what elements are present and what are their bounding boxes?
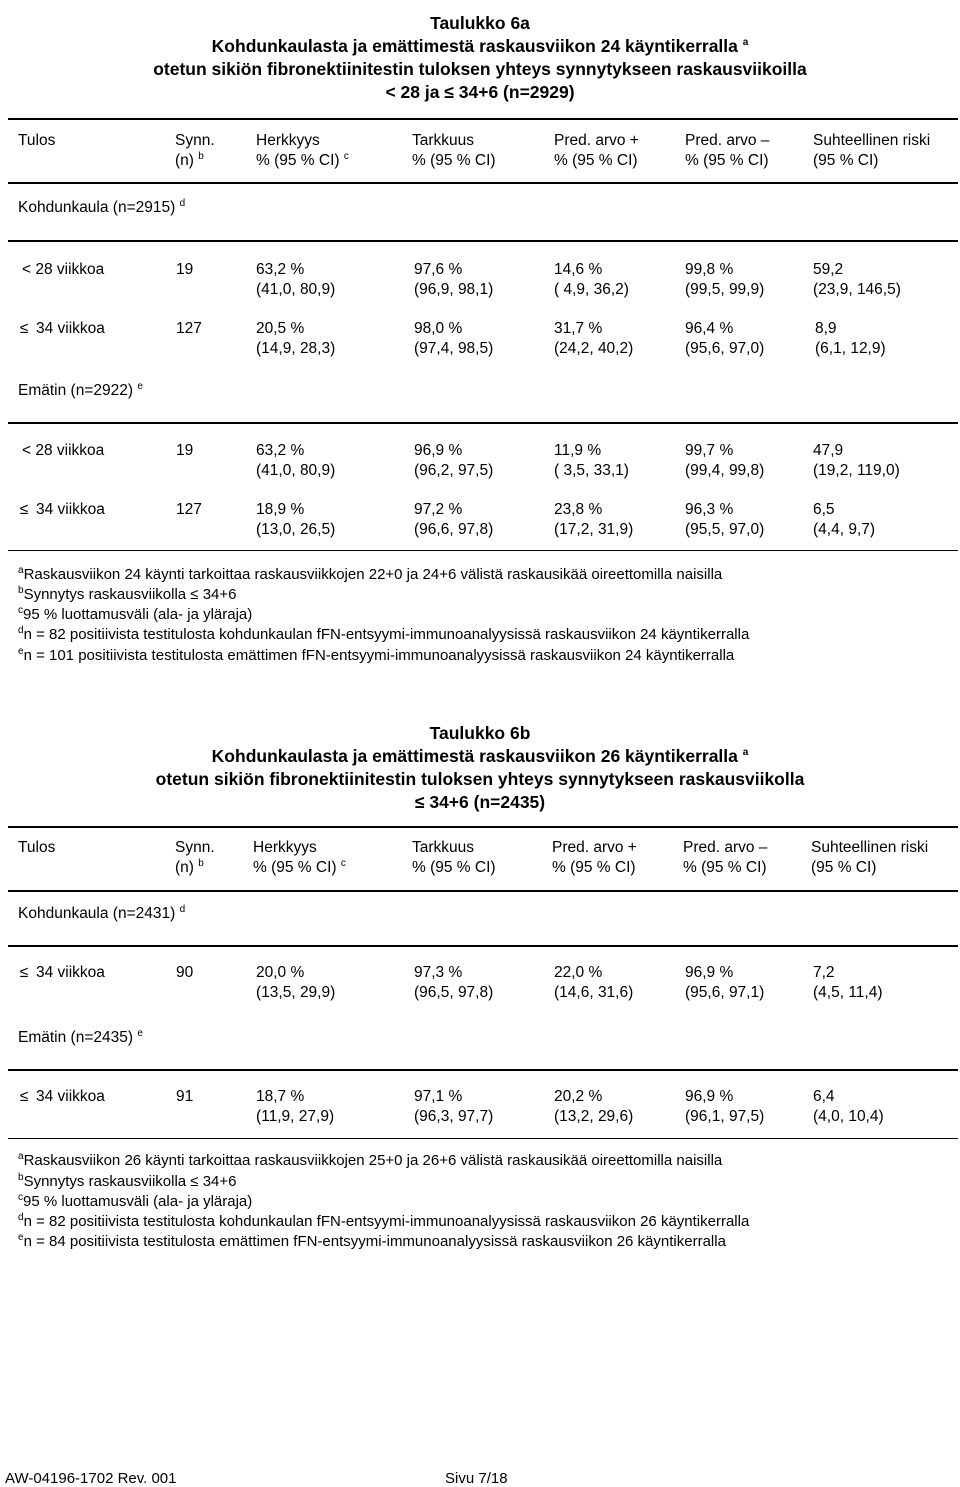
- cell-herkkyys: 18,7 % (11,9, 27,9): [256, 1088, 335, 1125]
- cell-tarkkuus: 97,3 % (96,5, 97,8): [414, 964, 494, 1001]
- table-6b-title-block: [0, 722, 960, 814]
- header-herkkyys: Herkkyys % (95 % CI) $^c$: [253, 839, 346, 876]
- cell-pred-minus: 96,9 % (96,1, 97,5): [685, 1088, 765, 1125]
- cell-rr: 8,9 (6,1, 12,9): [815, 320, 886, 357]
- cell-n: 91: [176, 1088, 194, 1105]
- cell-pred-minus: 96,4 % (95,6, 97,0): [685, 320, 765, 357]
- cell-n: 127: [176, 320, 202, 337]
- footnote: $^b$Synnytys raskausviikolla ≤ 34+6: [18, 585, 237, 603]
- cell-pred-plus: 14,6 % ( 4,9, 36,2): [554, 261, 629, 298]
- cell-tulos: ≤ 34 viikkoa: [19, 320, 105, 337]
- footnote: $^a$Raskausviikon 24 käynti tarkoittaa raskausviikkojen 22+0 ja 24+6 välistä raskausikää oireettomilla naisilla: [18, 565, 723, 583]
- cell-tarkkuus: 97,2 % (96,6, 97,8): [414, 501, 494, 538]
- table-6a-top-rule: [8, 118, 958, 120]
- cell-tulos: < 28 viikkoa: [22, 261, 105, 278]
- cell-pred-plus: 11,9 % ( 3,5, 33,1): [554, 442, 629, 479]
- cell-pred-minus: 99,7 % (99,4, 99,8): [685, 442, 765, 479]
- cell-herkkyys: 20,0 % (13,5, 29,9): [256, 964, 336, 1001]
- group-rule: [8, 1069, 958, 1071]
- header-herkkyys: Herkkyys % (95 % CI) $^c$: [256, 132, 349, 169]
- cell-tulos: ≤ 34 viikkoa: [19, 501, 105, 518]
- cell-rr: 47,9 (19,2, 119,0): [813, 442, 900, 479]
- cell-n: 90: [176, 964, 194, 981]
- table-6a-bottom-rule: [8, 550, 958, 551]
- group-rule: [8, 945, 958, 947]
- footnote: $^c$95 % luottamusväli (ala- ja yläraja): [18, 605, 253, 623]
- group-label-ematin: Emätin (n=2435) $^e$: [18, 1027, 143, 1046]
- cell-tarkkuus: 97,1 % (96,3, 97,7): [414, 1088, 494, 1125]
- table-6b-header-rule: [8, 890, 958, 892]
- footnote: $^d$n = 82 positiivista testitulosta kohdunkaulan fFN-entsyymi-immunoanalyysissä raskausviikon 24 käyntikerralla: [18, 625, 750, 643]
- cell-pred-minus: 96,3 % (95,5, 97,0): [685, 501, 765, 538]
- cell-pred-plus: 23,8 % (17,2, 31,9): [554, 501, 634, 538]
- header-pred-minus: Pred. arvo – % (95 % CI): [683, 839, 768, 876]
- header-synn: Synn. (n) $^b$: [175, 132, 215, 169]
- cell-pred-minus: 99,8 % (99,5, 99,9): [685, 261, 765, 298]
- cell-herkkyys: 63,2 % (41,0, 80,9): [256, 261, 336, 298]
- header-tarkkuus: Tarkkuus % (95 % CI): [412, 839, 496, 876]
- cell-herkkyys: 20,5 % (14,9, 28,3): [256, 320, 336, 357]
- cell-tarkkuus: 98,0 % (97,4, 98,5): [414, 320, 494, 357]
- cell-herkkyys: 63,2 % (41,0, 80,9): [256, 442, 336, 479]
- document-id: AW-04196-1702 Rev. 001: [5, 1470, 177, 1487]
- cell-pred-plus: 31,7 % (24,2, 40,2): [554, 320, 634, 357]
- table-6b-top-rule: [8, 826, 958, 828]
- cell-pred-minus: 96,9 % (95,6, 97,1): [685, 964, 765, 1001]
- cell-pred-plus: 20,2 % (13,2, 29,6): [554, 1088, 634, 1125]
- header-tarkkuus: Tarkkuus % (95 % CI): [412, 132, 496, 169]
- group-label-kohdunkaula: Kohdunkaula (n=2431) $^d$: [18, 903, 186, 922]
- cell-tulos: < 28 viikkoa: [22, 442, 105, 459]
- footnote: $^d$n = 82 positiivista testitulosta kohdunkaulan fFN-entsyymi-immunoanalyysissä raskausviikon 26 käyntikerralla: [18, 1212, 750, 1230]
- cell-tulos: ≤ 34 viikkoa: [19, 964, 105, 981]
- footnote: $^c$95 % luottamusväli (ala- ja yläraja): [18, 1192, 253, 1210]
- table-6b-bottom-rule: [8, 1138, 958, 1139]
- cell-n: 19: [176, 261, 194, 278]
- header-tulos: Tulos: [18, 839, 56, 856]
- footnote: $^a$Raskausviikon 26 käynti tarkoittaa raskausviikkojen 25+0 ja 26+6 välistä raskausikää oireettomilla naisilla: [18, 1151, 723, 1169]
- footnote: $^e$n = 101 positiivista testitulosta emättimen fFN-entsyymi-immunoanalyysissä raskausviikon 24 käyntikerralla: [18, 646, 735, 664]
- cell-tulos: ≤ 34 viikkoa: [19, 1088, 105, 1105]
- header-rr: Suhteellinen riski (95 % CI): [813, 132, 931, 169]
- header-pred-minus: Pred. arvo – % (95 % CI): [685, 132, 770, 169]
- cell-tarkkuus: 97,6 % (96,9, 98,1): [414, 261, 494, 298]
- table-6a-header-rule: [8, 182, 958, 184]
- table-6a-subtitle-3: < 28 ja ≤ 34+6 (n=2929): [385, 82, 575, 102]
- table-6a-title: Taulukko 6a: [430, 13, 530, 33]
- cell-pred-plus: 22,0 % (14,6, 31,6): [554, 964, 634, 1001]
- table-6a-subtitle-1: Kohdunkaulasta ja emättimestä raskausviikon 24 käyntikerralla $^a$: [211, 36, 749, 56]
- cell-rr: 6,5 (4,4, 9,7): [813, 501, 876, 538]
- header-pred-plus: Pred. arvo + % (95 % CI): [552, 839, 637, 876]
- cell-herkkyys: 18,9 % (13,0, 26,5): [256, 501, 336, 538]
- group-rule: [8, 422, 958, 424]
- cell-rr: 7,2 (4,5, 11,4): [813, 964, 883, 1001]
- cell-rr: 59,2 (23,9, 146,5): [813, 261, 901, 298]
- cell-n: 19: [176, 442, 194, 459]
- footnote: $^b$Synnytys raskausviikolla ≤ 34+6: [18, 1172, 237, 1190]
- header-rr: Suhteellinen riski (95 % CI): [811, 839, 929, 876]
- group-rule: [8, 240, 958, 242]
- table-6b-title: Taulukko 6b: [429, 723, 531, 743]
- cell-rr: 6,4 (4,0, 10,4): [813, 1088, 884, 1125]
- table-6b-subtitle-2: otetun sikiön fibronektiinitestin tuloksen yhteys synnytykseen raskausviikolla: [155, 769, 805, 789]
- page-number: Sivu 7/18: [445, 1470, 508, 1487]
- table-6b-subtitle-1: Kohdunkaulasta ja emättimestä raskausviikon 26 käyntikerralla $^a$: [211, 746, 749, 766]
- group-label-ematin: Emätin (n=2922) $^e$: [18, 380, 143, 399]
- table-6b-subtitle-3: ≤ 34+6 (n=2435): [414, 792, 546, 812]
- footnote: $^e$n = 84 positiivista testitulosta emättimen fFN-entsyymi-immunoanalyysissä raskausviikon 26 käyntikerralla: [18, 1232, 726, 1250]
- group-label-kohdunkaula: Kohdunkaula (n=2915) $^d$: [18, 197, 186, 216]
- table-6a-subtitle-2: otetun sikiön fibronektiinitestin tuloksen yhteys synnytykseen raskausviikoilla: [153, 59, 807, 79]
- table-6a-title-block: [0, 12, 960, 104]
- cell-tarkkuus: 96,9 % (96,2, 97,5): [414, 442, 494, 479]
- header-synn: Synn. (n) $^b$: [175, 839, 215, 876]
- header-tulos: Tulos: [18, 132, 56, 149]
- header-pred-plus: Pred. arvo + % (95 % CI): [554, 132, 639, 169]
- cell-n: 127: [176, 501, 202, 518]
